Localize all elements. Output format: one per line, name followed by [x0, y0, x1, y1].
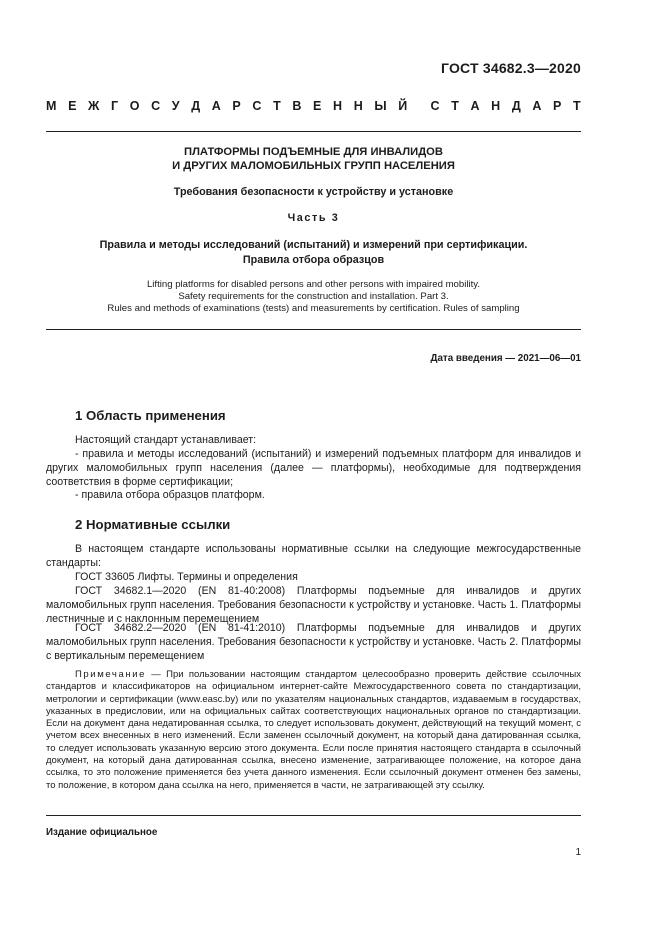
heading-letter: С — [151, 99, 161, 113]
heading-letter: М — [46, 99, 57, 113]
heading-letter: В — [292, 99, 302, 113]
heading-letter: Ж — [88, 99, 100, 113]
heading-letter: А — [470, 99, 480, 113]
section-1-item: - правила отбора образцов платформ. — [75, 489, 265, 501]
heading-letter: У — [171, 99, 180, 113]
section-2-intro: В настоящем стандарте использованы нормативные ссылки на следующие межгосударственные стандарты: — [46, 543, 581, 570]
section-1-item: - правила и методы исследований (испытаний) и измерений подъемных платформ для инвалидов и других маломобильных групп населения (далее — платформы), необходимые для подтверждения соответствия в форме сертификации; — [46, 448, 581, 489]
heading-letter: Т — [573, 99, 581, 113]
section-heading — [75, 408, 226, 423]
heading-letter: Р — [232, 99, 241, 113]
part-title-line: Правила отбора образцов — [242, 254, 385, 266]
note — [46, 669, 581, 792]
introduction-date: Дата введения — 2021—06—01 — [430, 353, 581, 364]
heading-letter: Р — [553, 99, 562, 113]
header-rule — [46, 131, 581, 132]
heading-letter: Й — [398, 99, 408, 113]
heading-letter: Т — [273, 99, 281, 113]
heading-letter: Ы — [374, 99, 387, 113]
heading-letter: Е — [313, 99, 322, 113]
heading-letter: С — [430, 99, 440, 113]
page-number: 1 — [575, 847, 581, 858]
heading-letter: О — [129, 99, 140, 113]
document-title — [46, 145, 581, 173]
english-title — [46, 279, 581, 315]
title-line: И ДРУГИХ МАЛОМОБИЛЬНЫХ ГРУПП НАСЕЛЕНИЯ — [172, 160, 455, 172]
note-label: Примечание — [75, 669, 146, 680]
normative-reference: ГОСТ 33605 Лифты. Термины и определения — [75, 571, 298, 583]
footer-rule — [46, 815, 581, 816]
section-1-heading: 1 Область применения — [75, 408, 226, 423]
heading-letter: Г — [111, 99, 119, 113]
english-title-line: Lifting platforms for disabled persons and other persons with impaired mobility. — [146, 279, 481, 290]
section-1-intro: Настоящий стандарт устанавливает: — [75, 434, 257, 446]
normative-reference: ГОСТ 34682.1—2020 (EN 81-40:2008) Платформы подъемные для инвалидов и других маломобильных групп населения. Требования безопасности к устройству и установке. Часть 1. Платформы лестничные и с наклонным перемещением — [46, 585, 581, 626]
title-line: ПЛАТФОРМЫ ПОДЪЕМНЫЕ ДЛЯ ИНВАЛИДОВ — [184, 146, 443, 158]
heading-letter: Д — [191, 99, 201, 113]
heading-letter: Е — [68, 99, 77, 113]
heading-letter: Т — [451, 99, 459, 113]
standard-number: ГОСТ 34682.3—2020 — [441, 60, 581, 76]
part-title — [46, 238, 581, 268]
interstate-standard-heading — [46, 99, 581, 113]
part-title-line: Правила и методы исследований (испытаний) и измерений при сертификации. — [99, 239, 528, 251]
heading-letter: Н — [353, 99, 363, 113]
heading-letter: С — [252, 99, 262, 113]
english-title-line: Rules and methods of examinations (tests) and measurements by certification. Rules of sampling — [107, 303, 520, 314]
part-label: Часть 3 — [287, 212, 340, 224]
heading-letter: А — [211, 99, 221, 113]
title-rule — [46, 329, 581, 330]
section-heading — [75, 517, 230, 532]
document-subtitle: Требования безопасности к устройству и установке — [173, 186, 454, 198]
heading-letter: Н — [333, 99, 343, 113]
heading-letter: А — [532, 99, 542, 113]
note-text: — При пользовании настоящим стандартом целесообразно проверить действие ссылочных стандартов и классификаторов на официальном интернет-сайте Межгосударственного совета по стандартизации, метрологии и сертификации (www.easc.by) или по указателям национальных стандартов, издаваемым в государствах, указанных в предисловии, или на официальных сайтах соответствующих национальных органов по стандартизации. Если на документ дана недатированная ссылка, то следует использовать документ, действующий на текущий момент, с учетом всех внесенных в него изменений. Если заменен ссылочный документ, на который дана датированная ссылка, то следует использовать указанную версию этого документа. Если после принятия настоящего стандарта в ссылочный документ, на который дана датированная ссылка, внесено изменение, затрагивающее положение, на которое дана ссылка, то это положение применяется без учета данного изменения. Если ссылочный документ отменен без замены, то положение, в котором дана ссылка на него, применяется в части, не затрагивающей эту ссылку. — [46, 669, 581, 791]
heading-letter: Н — [491, 99, 501, 113]
normative-reference: ГОСТ 34682.2—2020 (EN 81-41:2010) Платформы подъемные для инвалидов и других маломобильных групп населения. Требования безопасности к устройству и установке. Часть 2. Платформы с вертикальным перемещением — [46, 622, 581, 663]
heading-letter: Д — [511, 99, 521, 113]
official-edition-label: Издание официальное — [46, 827, 158, 838]
english-title-line: Safety requirements for the construction and installation. Part 3. — [178, 291, 449, 302]
section-2-heading: 2 Нормативные ссылки — [75, 517, 231, 532]
